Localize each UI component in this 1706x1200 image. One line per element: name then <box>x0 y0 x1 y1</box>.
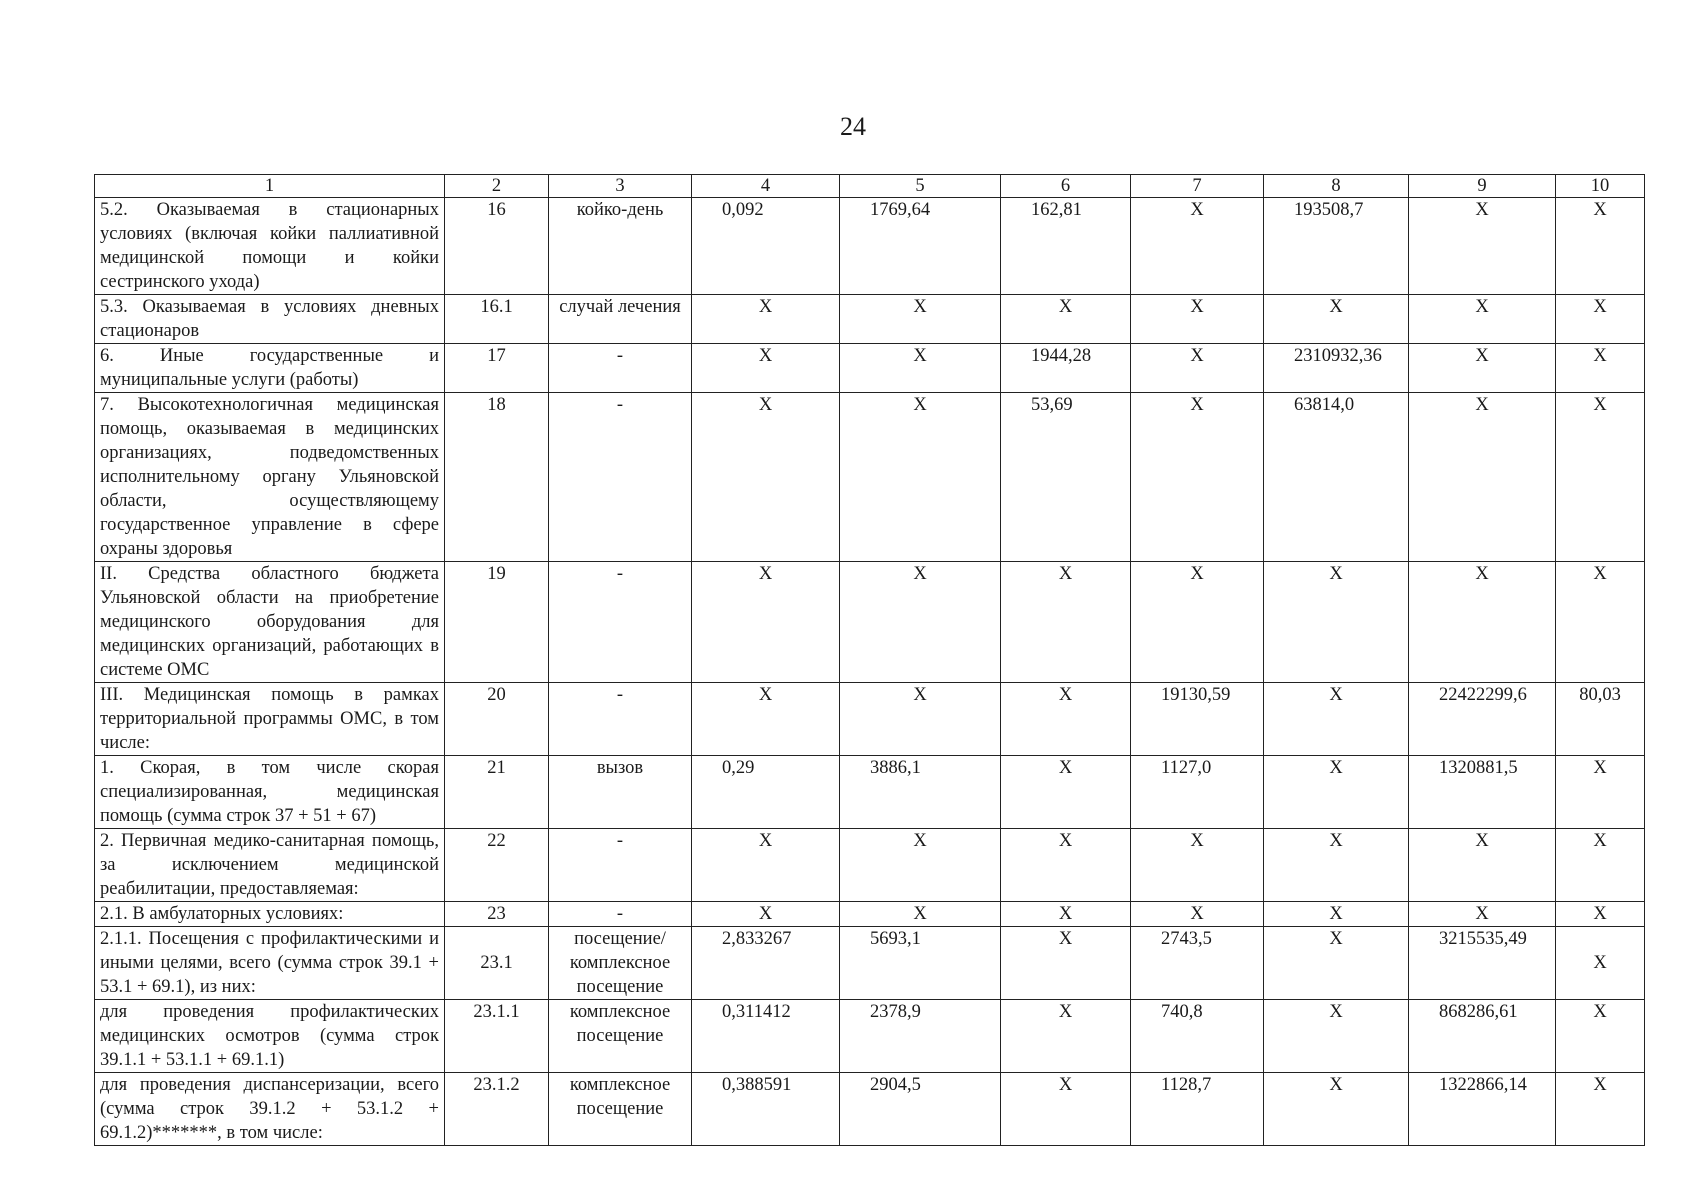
col-header: 9 <box>1409 175 1556 198</box>
cell-col7: Х <box>1131 902 1264 927</box>
cell-col6: Х <box>1001 756 1131 829</box>
col-header: 5 <box>840 175 1001 198</box>
cell-col7: 1128,7 <box>1131 1073 1264 1146</box>
cell-col4: 0,311412 <box>692 1000 840 1073</box>
cell-col9: Х <box>1409 198 1556 295</box>
cell-col6: 1944,28 <box>1001 344 1131 393</box>
cell-col8: Х <box>1264 927 1409 1000</box>
cell-col7: Х <box>1131 393 1264 562</box>
cell-col5: Х <box>840 344 1001 393</box>
cell-col7: 19130,59 <box>1131 683 1264 756</box>
row-name: 1. Скорая, в том числе скорая специализированная, медицинская помощь (сумма строк 37 + 51 + 67) <box>95 756 445 829</box>
cell-col4: Х <box>692 902 840 927</box>
cell-col4: 0,29 <box>692 756 840 829</box>
table-row <box>95 562 1645 683</box>
cell-col8: Х <box>1264 295 1409 344</box>
cell-col6: Х <box>1001 1073 1131 1146</box>
cell-col10: Х <box>1556 198 1645 295</box>
cell-col6: Х <box>1001 683 1131 756</box>
row-name: 5.3. Оказываемая в условиях дневных стационаров <box>95 295 445 344</box>
row-unit: - <box>549 829 692 902</box>
col-header: 1 <box>95 175 445 198</box>
cell-col10: Х <box>1556 562 1645 683</box>
row-unit: - <box>549 562 692 683</box>
cell-col9: 22422299,6 <box>1409 683 1556 756</box>
cell-col7: 1127,0 <box>1131 756 1264 829</box>
cell-col10: 80,03 <box>1556 683 1645 756</box>
cell-col8: Х <box>1264 1073 1409 1146</box>
row-name: II. Средства областного бюджета Ульяновской области на приобретение медицинского оборудования для медицинских организаций, работающих в системе ОМС <box>95 562 445 683</box>
row-code: 19 <box>445 562 549 683</box>
cell-col6: Х <box>1001 902 1131 927</box>
cell-col9: Х <box>1409 393 1556 562</box>
cell-col5: Х <box>840 683 1001 756</box>
row-unit: - <box>549 344 692 393</box>
cell-col5: 5693,1 <box>840 927 1001 1000</box>
cell-col10: Х <box>1556 295 1645 344</box>
cell-col6: Х <box>1001 562 1131 683</box>
row-name: 2. Первичная медико-санитарная помощь, за исключением медицинской реабилитации, предоставляемая: <box>95 829 445 902</box>
row-code: 23 <box>445 902 549 927</box>
row-unit: - <box>549 393 692 562</box>
row-unit: вызов <box>549 756 692 829</box>
cell-col4: Х <box>692 393 840 562</box>
col-header: 2 <box>445 175 549 198</box>
row-unit: случай лечения <box>549 295 692 344</box>
table-row <box>95 756 1645 829</box>
header-row <box>95 175 1645 198</box>
col-header: 10 <box>1556 175 1645 198</box>
row-name: 6. Иные государственные и муниципальные услуги (работы) <box>95 344 445 393</box>
row-code: 21 <box>445 756 549 829</box>
cell-col10: Х <box>1556 927 1645 1000</box>
cell-col8: Х <box>1264 683 1409 756</box>
cell-col5: Х <box>840 829 1001 902</box>
table-row <box>95 1000 1645 1073</box>
cell-col9: Х <box>1409 902 1556 927</box>
cell-col4: Х <box>692 562 840 683</box>
table-row <box>95 927 1645 1000</box>
cell-col7: Х <box>1131 829 1264 902</box>
cell-col8: 63814,0 <box>1264 393 1409 562</box>
cell-col7: 2743,5 <box>1131 927 1264 1000</box>
cell-col10: Х <box>1556 902 1645 927</box>
cell-col5: 2378,9 <box>840 1000 1001 1073</box>
cell-col6: 162,81 <box>1001 198 1131 295</box>
table-header <box>95 175 1645 198</box>
row-code: 23.1.1 <box>445 1000 549 1073</box>
cell-col8: Х <box>1264 902 1409 927</box>
row-name: для проведения профилактических медицинских осмотров (сумма строк 39.1.1 + 53.1.1 + 69.1.1) <box>95 1000 445 1073</box>
row-code: 18 <box>445 393 549 562</box>
cell-col4: Х <box>692 683 840 756</box>
table-row <box>95 295 1645 344</box>
row-name: 5.2. Оказываемая в стационарных условиях (включая койки паллиативной медицинской помощи и койки сестринского ухода) <box>95 198 445 295</box>
col-header: 3 <box>549 175 692 198</box>
row-code: 16 <box>445 198 549 295</box>
cell-col9: Х <box>1409 562 1556 683</box>
row-unit: койко-день <box>549 198 692 295</box>
page-number: 24 <box>840 112 866 141</box>
cell-col8: Х <box>1264 756 1409 829</box>
col-header: 6 <box>1001 175 1131 198</box>
cell-col4: Х <box>692 344 840 393</box>
cell-col5: 1769,64 <box>840 198 1001 295</box>
cell-col6: Х <box>1001 295 1131 344</box>
cell-col9: Х <box>1409 344 1556 393</box>
cell-col7: Х <box>1131 198 1264 295</box>
cell-col8: 193508,7 <box>1264 198 1409 295</box>
cell-col9: Х <box>1409 829 1556 902</box>
row-code: 22 <box>445 829 549 902</box>
cell-col5: 2904,5 <box>840 1073 1001 1146</box>
cell-col8: Х <box>1264 1000 1409 1073</box>
cell-col9: Х <box>1409 295 1556 344</box>
row-code: 17 <box>445 344 549 393</box>
row-code: 23.1 <box>445 927 549 1000</box>
row-name: 2.1. В амбулаторных условиях: <box>95 902 445 927</box>
cell-col5: Х <box>840 393 1001 562</box>
row-unit: посещение/ комплексное посещение <box>549 927 692 1000</box>
table-row <box>95 829 1645 902</box>
cell-col10: Х <box>1556 393 1645 562</box>
cell-col7: Х <box>1131 562 1264 683</box>
cell-col4: 0,388591 <box>692 1073 840 1146</box>
row-code: 23.1.2 <box>445 1073 549 1146</box>
cell-col10: Х <box>1556 756 1645 829</box>
table-row <box>95 683 1645 756</box>
row-code: 16.1 <box>445 295 549 344</box>
cell-col4: Х <box>692 829 840 902</box>
row-unit: - <box>549 683 692 756</box>
col-header: 8 <box>1264 175 1409 198</box>
col-header: 7 <box>1131 175 1264 198</box>
table-row <box>95 902 1645 927</box>
row-name: III. Медицинская помощь в рамках территориальной программы ОМС, в том числе: <box>95 683 445 756</box>
row-name: 2.1.1. Посещения с профилактическими и иными целями, всего (сумма строк 39.1 + 53.1 + 69.1), из них: <box>95 927 445 1000</box>
cell-col5: Х <box>840 295 1001 344</box>
cell-col8: Х <box>1264 829 1409 902</box>
cell-col8: Х <box>1264 562 1409 683</box>
cell-col8: 2310932,36 <box>1264 344 1409 393</box>
cell-col10: Х <box>1556 829 1645 902</box>
row-code: 20 <box>445 683 549 756</box>
cell-col7: 740,8 <box>1131 1000 1264 1073</box>
cell-col7: Х <box>1131 344 1264 393</box>
row-name: для проведения диспансеризации, всего (сумма строк 39.1.2 + 53.1.2 + 69.1.2)*******, в том числе: <box>95 1073 445 1146</box>
cell-col9: 1322866,14 <box>1409 1073 1556 1146</box>
cell-col9: 3215535,49 <box>1409 927 1556 1000</box>
cell-col10: Х <box>1556 1073 1645 1146</box>
row-unit: комплексное посещение <box>549 1000 692 1073</box>
cell-col10: Х <box>1556 1000 1645 1073</box>
row-unit: комплексное посещение <box>549 1073 692 1146</box>
table-row <box>95 1073 1645 1146</box>
table-row <box>95 393 1645 562</box>
cell-col9: 868286,61 <box>1409 1000 1556 1073</box>
row-name: 7. Высокотехнологичная медицинская помощь, оказываемая в медицинских организациях, подведомственных исполнительному органу Ульяновской области, осуществляющему государственное управление в сфере охраны здоровья <box>95 393 445 562</box>
cell-col6: Х <box>1001 829 1131 902</box>
financing-table <box>94 174 1645 1146</box>
cell-col4: 0,092 <box>692 198 840 295</box>
cell-col5: Х <box>840 562 1001 683</box>
cell-col4: Х <box>692 295 840 344</box>
cell-col6: Х <box>1001 927 1131 1000</box>
cell-col4: 2,833267 <box>692 927 840 1000</box>
col-header: 4 <box>692 175 840 198</box>
cell-col5: 3886,1 <box>840 756 1001 829</box>
table-row <box>95 198 1645 295</box>
cell-col5: Х <box>840 902 1001 927</box>
cell-col6: Х <box>1001 1000 1131 1073</box>
cell-col7: Х <box>1131 295 1264 344</box>
table-row <box>95 344 1645 393</box>
row-unit: - <box>549 902 692 927</box>
cell-col9: 1320881,5 <box>1409 756 1556 829</box>
cell-col6: 53,69 <box>1001 393 1131 562</box>
cell-col10: Х <box>1556 344 1645 393</box>
